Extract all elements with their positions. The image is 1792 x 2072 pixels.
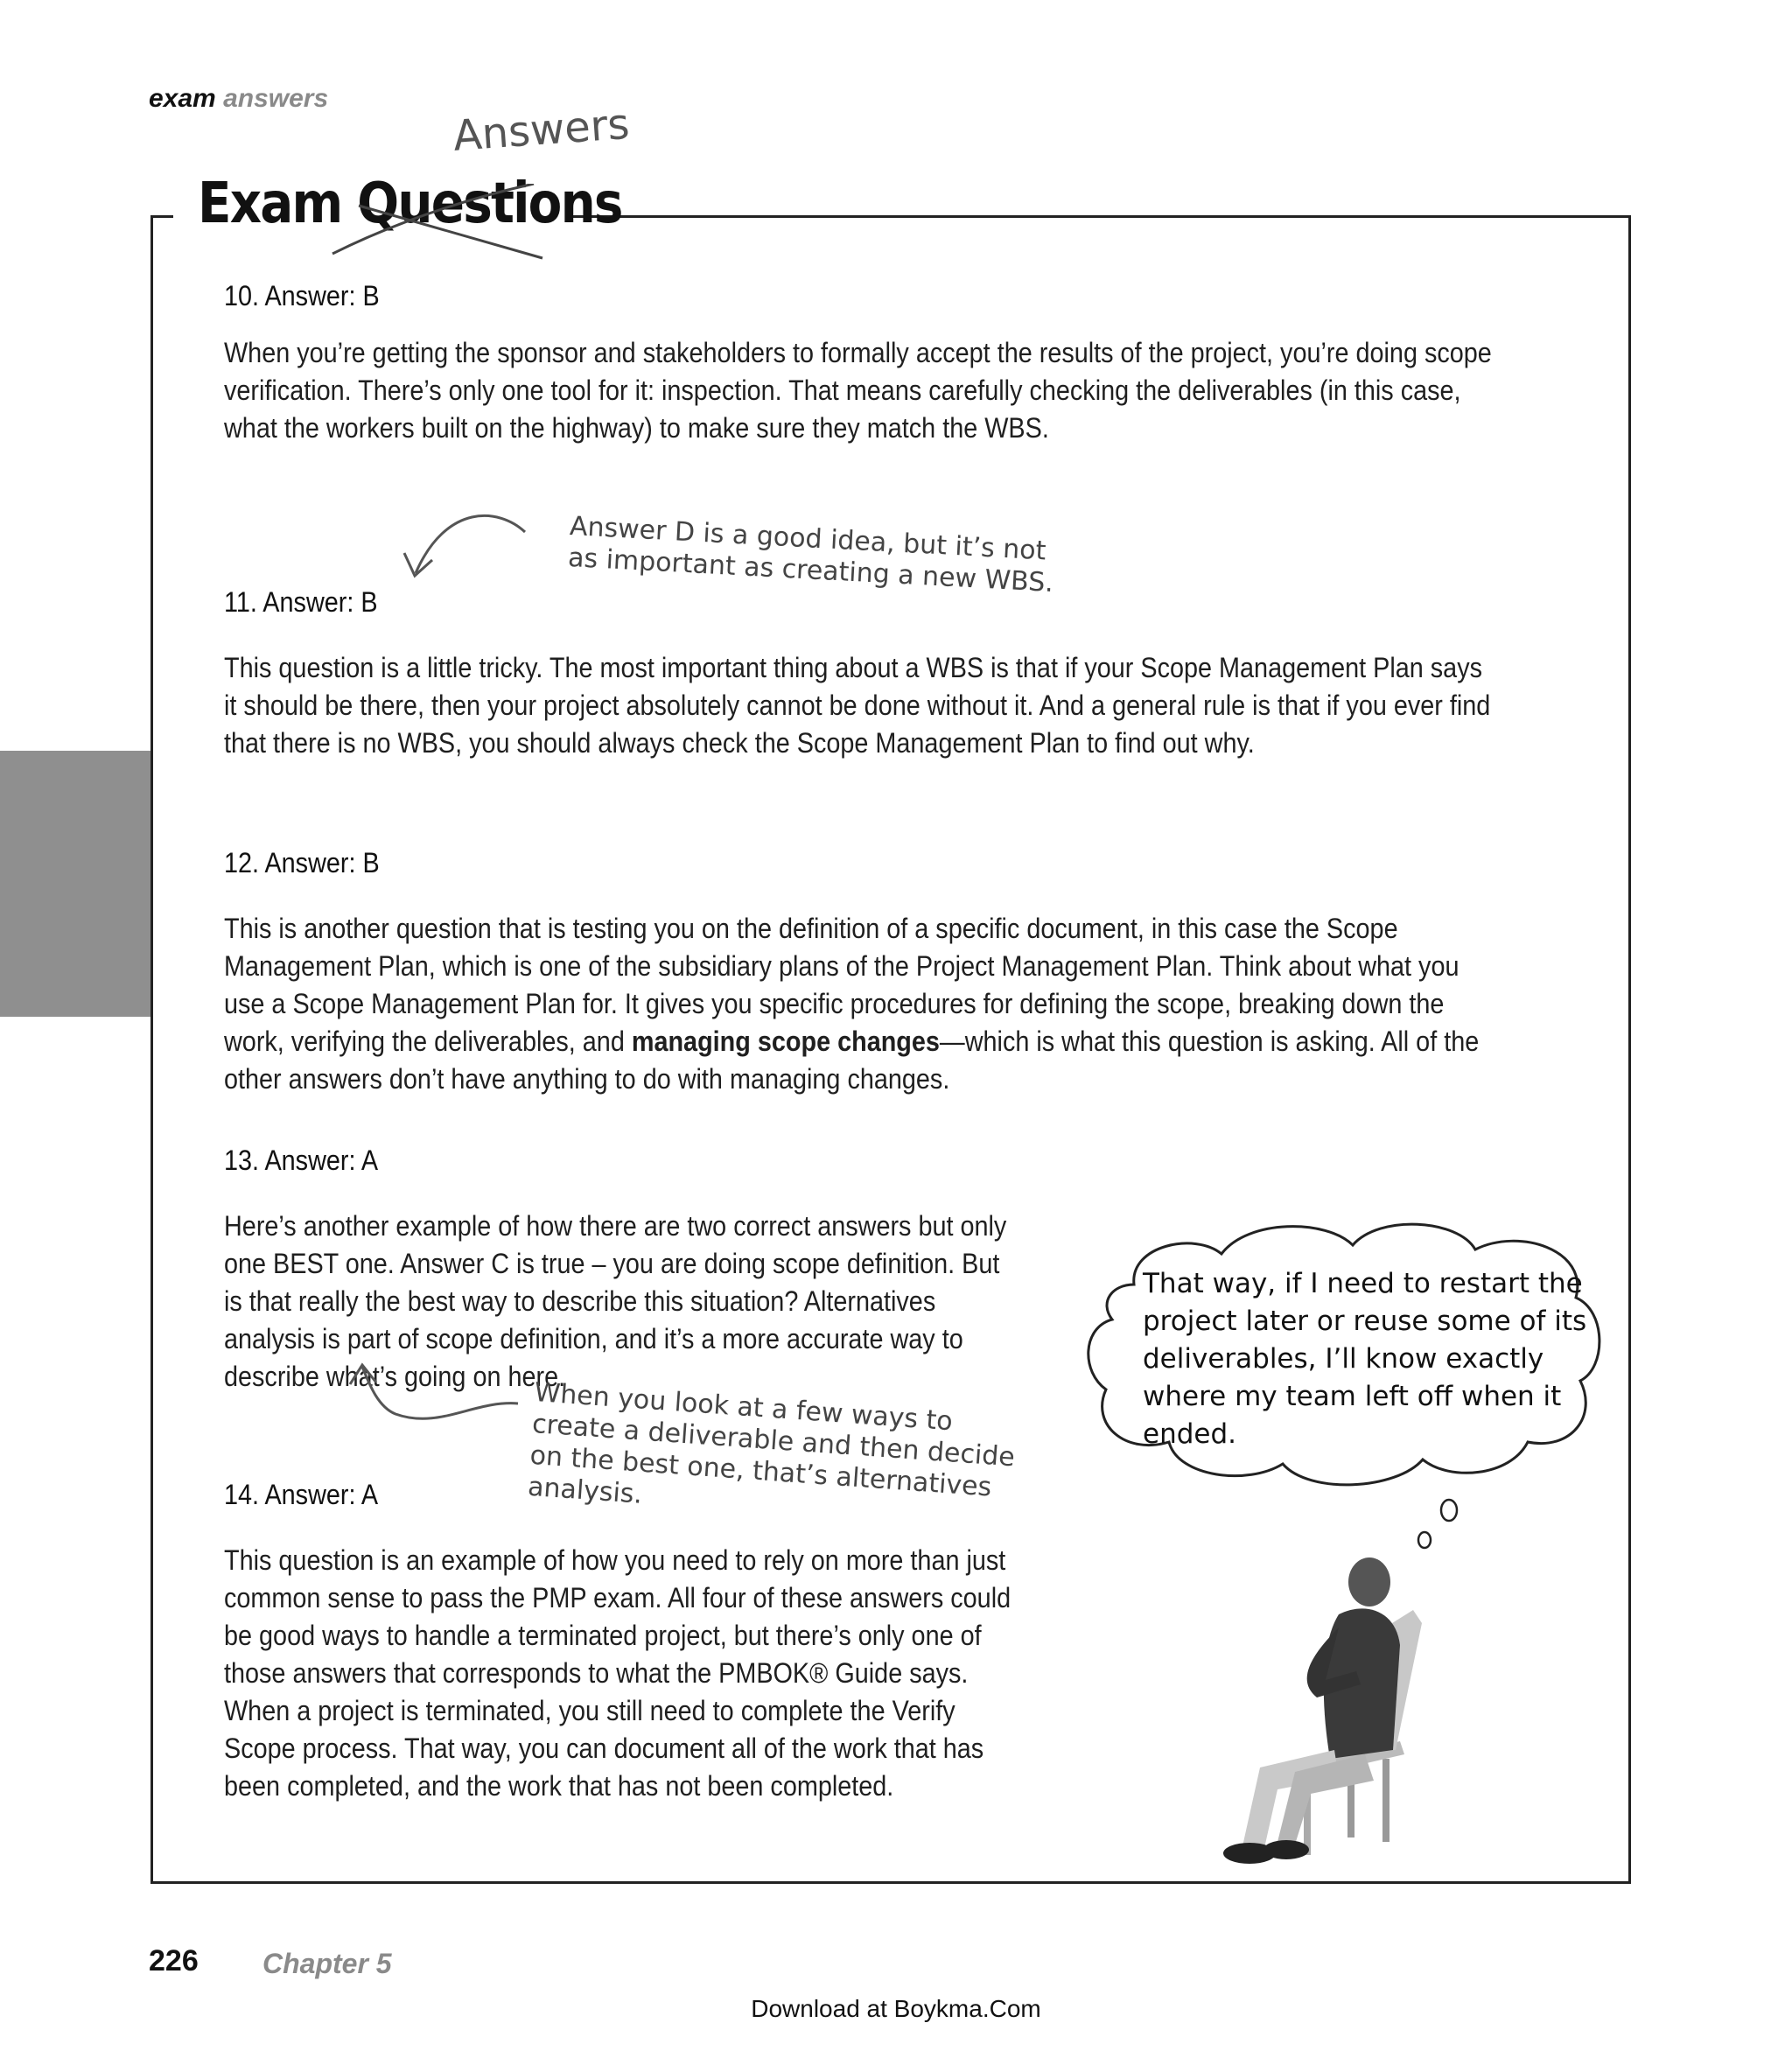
answer-10-text: When you’re getting the sponsor and stakeholders to formally accept the results of the project, you’re doing scope verification. There’s only one tool for it: inspection. That means carefully checking the deliverables (in this case, what the workers built on the highway) to make sure they match the WBS. — [224, 337, 1492, 444]
answer-12-text-bold: managing scope changes — [631, 1026, 940, 1057]
chapter-thumb-tab — [0, 751, 150, 1017]
answer-12-text-after: —which is what this question is asking. All of the other answers don’t have anything to do with managing changes. — [224, 1026, 1480, 1095]
answer-14-text: This question is an example of how you need to rely on more than just common sense to pass the PMP exam. All four of these answers could be good ways to handle a terminated project, but there’s only one of those answers that corresponds to what the PMBOK® Guide says. When a project is terminated, you still need to complete the Verify Scope process. That way, you can document all of the work that has been completed, and the work that has not been completed. — [224, 1544, 1012, 1802]
answer-12-text — [224, 910, 1500, 1098]
frame-top-left-stub — [150, 215, 173, 218]
thought-bubble-text: That way, if I need to restart the project later or reuse some of its deliverables, I’ll know exactly where my team left off when it ended. — [1143, 1268, 1587, 1450]
answer-13-label: 13. Answer: A — [224, 1144, 379, 1176]
note-13-arrow-icon — [343, 1358, 527, 1428]
header-bold-word: exam — [149, 84, 216, 113]
answer-14-label: 14. Answer: A — [224, 1479, 379, 1510]
answer-10-label: 10. Answer: B — [224, 280, 380, 312]
answer-13-text: Here’s another example of how there are two correct answers but only one BEST one. Answer C is true – you are doing scope definition. But is that really the best way to describe this situation? Alternatives analysis is part of scope definition, and it’s a more accurate way to describe what’s going on here. — [224, 1210, 1007, 1392]
download-watermark: Download at Boykma.Com — [751, 1995, 1041, 2022]
header-light-word: answers — [223, 84, 329, 113]
answer-12-text-before: This is another question that is testing you on the definition of a specific document, in this case the Scope Management Plan, which is one of the subsidiary plans of the Project Management Plan. Think about what you use a Scope Management Plan for. It gives you specific procedures for defining the scope, breaking down the work, verifying the deliverables, and — [224, 913, 1460, 1057]
note-13: When you look at a few ways to create a deliverable and then decide on the best one, that’s alternatives analysis. — [527, 1377, 1016, 1510]
note-11-arrow-icon — [394, 499, 534, 586]
note-11: Answer D is a good idea, but it’s not as important as creating a new WBS. — [567, 511, 1054, 598]
page-title: Exam Questions — [198, 172, 622, 236]
seated-man-illustration — [1164, 1549, 1444, 1872]
title-correction-answers: Answers — [452, 99, 632, 161]
answer-11-text: This question is a little tricky. The most important thing about a WBS is that if your Scope Management Plan says it should be there, then your project absolutely cannot be done without it. And a general rule is that if you ever find that there is no WBS, you should always check the Scope Management Plan to find out why. — [224, 652, 1491, 759]
strikethrough-mark — [324, 184, 569, 262]
answer-11-label: 11. Answer: B — [224, 586, 378, 618]
chapter-label: Chapter 5 — [262, 1948, 392, 1979]
answer-12-label: 12. Answer: B — [224, 847, 380, 878]
page-number: 226 — [149, 1944, 199, 1978]
running-header — [149, 84, 328, 114]
